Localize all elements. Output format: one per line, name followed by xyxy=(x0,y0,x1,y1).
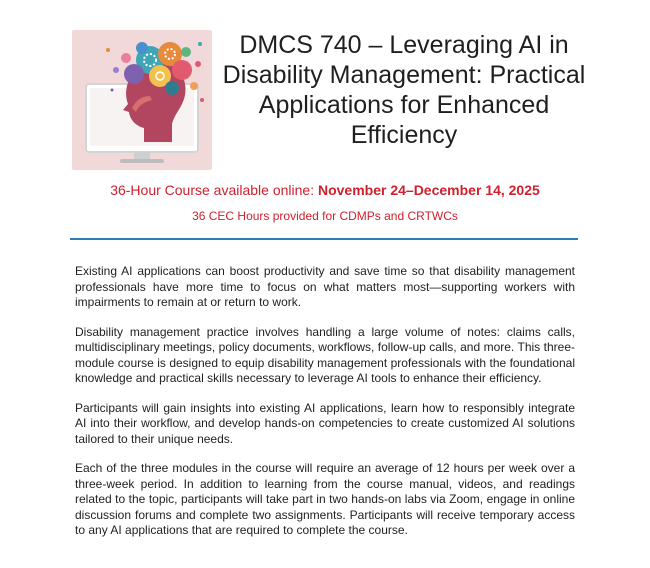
ai-head-illustration xyxy=(72,30,212,170)
paragraph-practice: Disability management practice involves handling a large volume of notes: claims calls, multidisciplinary meetings, policy documents, workflows, follow-up calls, and more. This three-module course is designed to equip disability management professionals with the foundational knowledge and practical skills necessary to leverage AI tools to enhance their efficiency. xyxy=(75,324,575,385)
paragraph-intro: Existing AI applications can boost productivity and save time so that disability management professionals have more time to focus on what matters most—supporting workers with impairments to remain at or return to work. xyxy=(75,264,575,309)
paragraph-insights: Participants will gain insights into existing AI applications, learn how to responsibly integrate AI into their workflow, and develop hands-on competencies to create customized AI solutions tailored to their unique needs. xyxy=(75,400,575,446)
cec-hours-note: 36 CEC Hours provided for CDMPs and CRTWCs xyxy=(192,209,458,223)
course-title: DMCS 740 – Leveraging AI in Disability Management: Practical Applications for Enhanced Efficiency xyxy=(222,31,586,149)
section-divider xyxy=(70,238,578,240)
availability-prefix: 36-Hour Course available online: xyxy=(110,182,318,198)
course-description xyxy=(75,264,575,553)
course-dates: November 24–December 14, 2025 xyxy=(317,182,540,198)
paragraph-modules: Each of the three modules in the course will require an average of 12 hours per week over a three-week period. In addition to learning from the course manual, videos, and readings related to the topic, participants will take part in two hands-on labs via Zoom, engage in online discussion forums and complete two assignments. Participants will receive temporary access to any AI applications that are required to complete the course. xyxy=(75,461,575,537)
availability-line xyxy=(40,181,610,199)
